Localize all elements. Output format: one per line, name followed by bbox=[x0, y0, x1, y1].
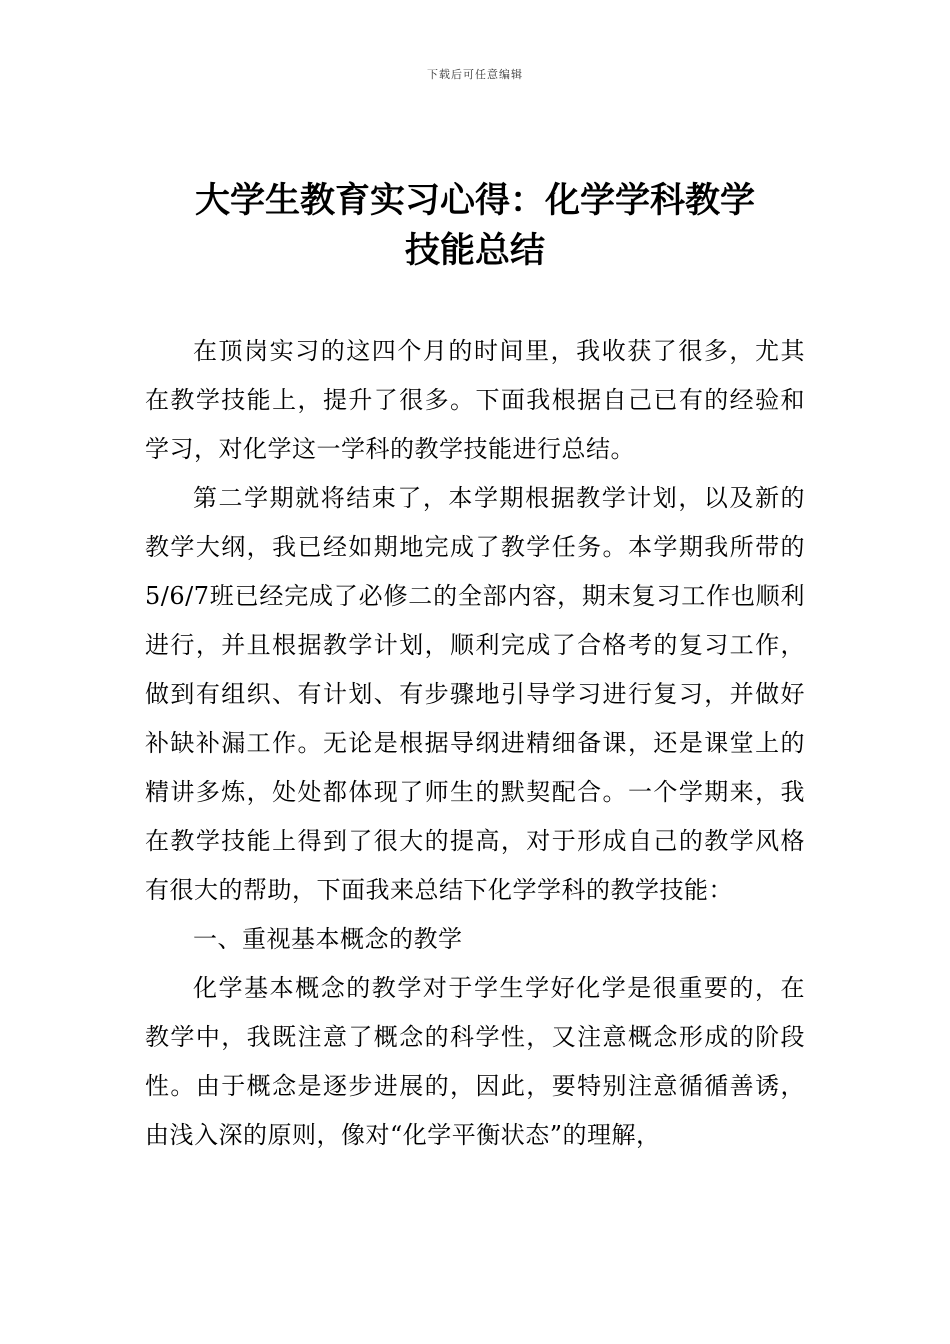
document-body bbox=[145, 327, 805, 1160]
paragraph-concepts: 化学基本概念的教学对于学生学好化学是很重要的，在教学中，我既注意了概念的科学性，又注意概念形成的阶段性。由于概念是逐步进展的，因此，要特别注意循循善诱，由浅入深的原则，像对“化学平衡状态”的理解， bbox=[145, 974, 805, 1149]
section-heading-1: 一、重视基本概念的教学 bbox=[193, 925, 463, 953]
paragraph-intro: 在顶岗实习的这四个月的时间里，我收获了很多，尤其在教学技能上，提升了很多。下面我根据自己已有的经验和学习，对化学这一学科的教学技能进行总结。 bbox=[145, 337, 805, 463]
title-line-1: 大学生教育实习心得：化学学科教学 bbox=[194, 181, 755, 221]
title-line-2: 技能总结 bbox=[404, 231, 545, 271]
paragraph-semester-summary: 第二学期就将结束了，本学期根据教学计划，以及新的教学大纲，我已经如期地完成了教学任务。本学期我所带的5/6/7班已经完成了必修二的全部内容，期末复习工作也顺利进行，并且根据教学计划，顺利完成了合格考的复习工作，做到有组织、有计划、有步骤地引导学习进行复习，并做好补缺补漏工作。无论是根据导纲进精细备课，还是课堂上的精讲多炼，处处都体现了师生的默契配合。一个学期来，我在教学技能上得到了很大的提高，对于形成自己的教学风格有很大的帮助，下面我来总结下化学学科的教学技能： bbox=[145, 484, 805, 904]
document-title bbox=[145, 176, 805, 276]
header-note: 下载后可任意编辑 bbox=[427, 68, 523, 81]
